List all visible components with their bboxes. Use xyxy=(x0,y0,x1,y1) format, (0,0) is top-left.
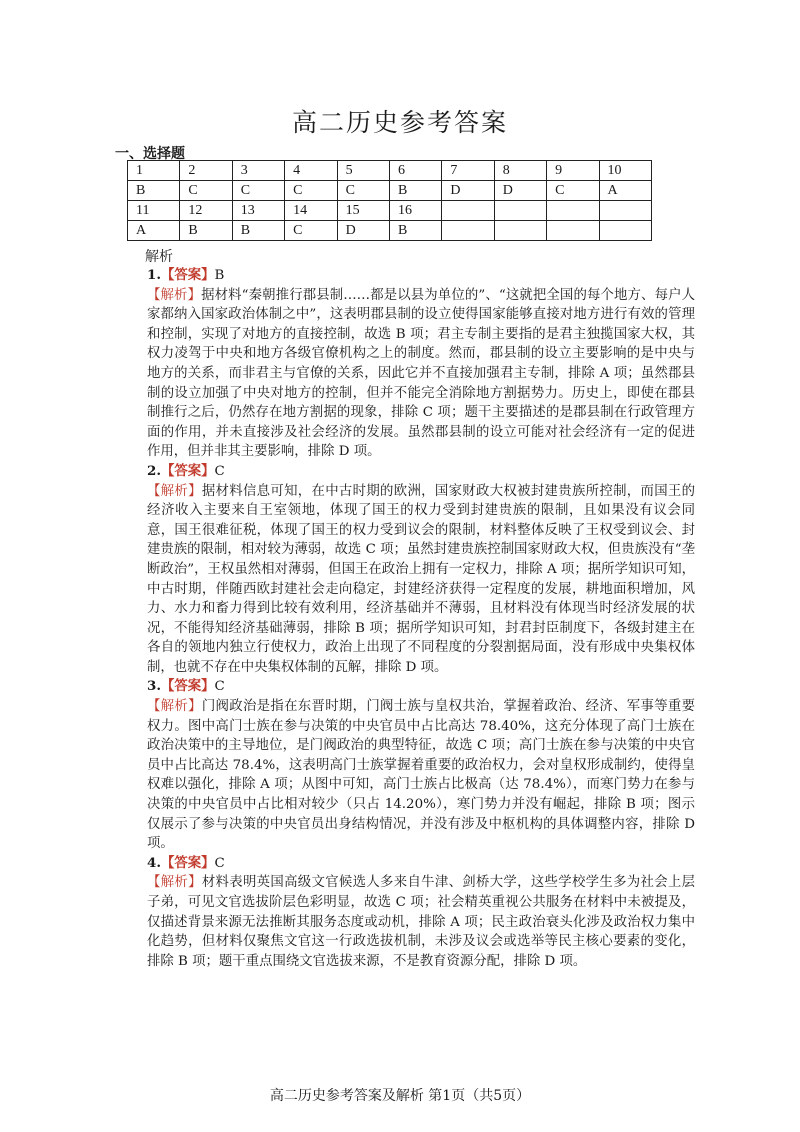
answer-line xyxy=(147,266,695,286)
analysis-text: 据材料信息可知，在中古时期的欧洲，国家财政大权被封建贵族所控制，而国王的经济收入主要来自王室领地，体现了国王的权力受到封建贵族的限制，且如果没有议会同意，国王很难征税，体现了国王的权力受到议会的限制，材料整体反映了王权受到议会、封建贵族的限制，相对较为薄弱，故选 C 项；虽然封建贵族控制国家财政大权，但贵族没有“垄断政治”，王权虽然相对薄弱，但国王在政治上拥有一定权力，排除 A 项；据所学知识可知，中古时期，伴随西欧封建社会走向稳定，封建经济获得一定程度的发展，耕地面积增加，风力、水力和畜力得到比较有效利用，经济基础并不薄弱，且材料没有体现当时经济发展的状况，不能得知经济基础薄弱，排除 B 项；据所学知识可知，封君封臣制度下，各级封建主在各自的领地内独立行使权力，政治上出现了不同程度的分裂割据局面，没有形成中央集权体制，也就不存在中央集权体制的瓦解，排除 D 项。 xyxy=(147,483,696,675)
answer-table-cell xyxy=(547,221,599,241)
answer-table-cell: 1 xyxy=(128,161,180,181)
answer-line xyxy=(147,854,695,874)
answer-table-cell: 3 xyxy=(232,161,284,181)
answer-table-cell: 4 xyxy=(285,161,337,181)
analysis-content xyxy=(147,266,695,971)
answer-table-row xyxy=(128,201,652,221)
analysis-tag: 【解析】 xyxy=(147,699,202,715)
section-label: 一、选择题 xyxy=(115,146,185,162)
answer-table-cell: 11 xyxy=(128,201,180,221)
answer-table-cell: 7 xyxy=(442,161,494,181)
answer-table-cell xyxy=(494,201,546,221)
answer-table-cell: C xyxy=(547,181,599,201)
question-block xyxy=(147,854,695,972)
page-footer: 高二历史参考答案及解析 第1页（共5页） xyxy=(269,1088,531,1104)
answer-table-cell xyxy=(494,221,546,241)
question-number: 4. xyxy=(147,854,161,871)
answer-table-cell: 10 xyxy=(599,161,651,181)
answer-table-cell: 12 xyxy=(180,201,232,221)
answer-table-cell: B xyxy=(232,221,284,241)
analysis-text: 门阀政治是指在东晋时期，门阀士族与皇权共治，掌握着政治、经济、军事等重要权力。图中高门士族在参与决策的中央官员中占比高达 78.40%，这充分体现了高门士族在政治决策中的主导地位，是门阀政治的典型特征，故选 C 项；高门士族在参与决策的中央官员中占比高达 78.4%，这表明高门士族掌握着重要的政治权力，会对皇权形成制约，使得皇权难以强化，排除 A 项；从图中可知，高门士族占比极高（达 78.4%），而寒门势力在参与决策的中央官员中占比相对较少（只占 14.20%），寒门势力并没有崛起，排除 B 项；图示仅展示了参与决策的中央官员出身结构情况，并没有涉及中枢机构的具体调整内容，排除 D 项。 xyxy=(147,699,696,852)
answer-table-cell: B xyxy=(180,221,232,241)
analysis-tag: 【解析】 xyxy=(147,287,202,303)
analysis-heading: 解析 xyxy=(145,249,173,265)
answer-table-cell: C xyxy=(285,181,337,201)
answer-table-cell: 9 xyxy=(547,161,599,181)
answer-line xyxy=(147,462,695,482)
page-title: 高二历史参考答案 xyxy=(291,108,508,137)
answer-table-cell: A xyxy=(599,181,651,201)
answer-table xyxy=(127,160,652,241)
answer-table-cell: D xyxy=(494,181,546,201)
answer-table-cell: 6 xyxy=(389,161,441,181)
analysis-paragraph xyxy=(147,482,695,678)
question-block xyxy=(147,677,695,853)
analysis-text: 据材料“秦朝推行郡县制……都是以县为单位的”、“这就把全国的每个地方、每户人家都纳入国家政治体制之中”，这表明郡县制的设立使得国家能够直接对地方进行有效的管理和控制，实现了对地方的直接控制，故选 B 项；君主专制主要指的是君主独揽国家大权，其权力凌驾于中央和地方各级官僚机构之上的制度。然而，郡县制的设立主要影响的是中央与地方的关系，而非君主与官僚的关系，因此它并不直接加强君主专制，排除 A 项；虽然郡县制的设立加强了中央对地方的控制，但并不能完全消除地方割据势力。历史上，即使在郡县制推行之后，仍然存在地方割据的现象，排除 C 项；题干主要描述的是郡县制在行政管理方面的作用，并未直接涉及社会经济的发展。虽然郡县制的设立可能对社会经济有一定的促进作用，但并非其主要影响，排除 D 项。 xyxy=(147,287,695,460)
question-number: 1. xyxy=(147,267,161,283)
answer-table-cell: 15 xyxy=(337,201,389,221)
question-block xyxy=(147,266,695,462)
answer-table-cell: C xyxy=(180,181,232,201)
answer-value: B xyxy=(214,268,225,283)
answer-table-row xyxy=(128,181,652,201)
analysis-text: 材料表明英国高级文官候选人多来自牛津、剑桥大学，这些学校学生多为社会上层子弟，可见文官选拔阶层色彩明显，故选 C 项；社会精英重视公共服务在材料中未被提及，仅描述背景来源无法推断其服务态度或动机，排除 A 项；民主政治衰头化涉及政治权力集中化趋势，但材料仅聚焦文官这一行政选拔机制，未涉及议会或选举等民主核心要素的变化，排除 B 项；题干重点围绕文官选拔来源，不是教育资源分配，排除 D 项。 xyxy=(147,875,696,969)
answer-table-cell: D xyxy=(442,181,494,201)
answer-table-cell xyxy=(547,201,599,221)
answer-table-row xyxy=(128,221,652,241)
answer-table-cell: A xyxy=(128,221,180,241)
answer-table-cell: 13 xyxy=(232,201,284,221)
answer-line xyxy=(147,677,695,697)
answer-tag: 【答案】 xyxy=(160,267,215,283)
answer-tag: 【答案】 xyxy=(160,854,215,871)
analysis-tag: 【解析】 xyxy=(147,483,202,499)
answer-table-cell: D xyxy=(337,221,389,241)
analysis-paragraph xyxy=(147,286,695,462)
answer-table-cell: B xyxy=(389,221,441,241)
answer-tag: 【答案】 xyxy=(160,678,215,695)
answer-tag: 【答案】 xyxy=(160,462,215,479)
answer-table-cell: C xyxy=(285,221,337,241)
answer-table-cell: B xyxy=(389,181,441,201)
answer-table-cell xyxy=(442,221,494,241)
answer-table-cell: 16 xyxy=(389,201,441,221)
question-number: 2. xyxy=(147,462,161,479)
answer-value: C xyxy=(214,679,225,695)
answer-table-cell: B xyxy=(128,181,180,201)
answer-table-cell: C xyxy=(337,181,389,201)
answer-table-cell: 8 xyxy=(494,161,546,181)
answer-table-cell xyxy=(599,201,651,221)
analysis-paragraph xyxy=(147,697,695,854)
answer-value: C xyxy=(214,463,225,479)
answer-table-cell xyxy=(442,201,494,221)
question-number: 3. xyxy=(147,678,161,695)
answer-table-cell xyxy=(599,221,651,241)
analysis-paragraph xyxy=(147,873,695,971)
analysis-tag: 【解析】 xyxy=(147,875,202,891)
answer-table-cell: 14 xyxy=(285,201,337,221)
answer-table-cell: 2 xyxy=(180,161,232,181)
answer-table-row xyxy=(128,161,652,181)
answer-table-cell: C xyxy=(232,181,284,201)
answer-value: C xyxy=(214,855,225,871)
answer-table-cell: 5 xyxy=(337,161,389,181)
question-block xyxy=(147,462,695,678)
